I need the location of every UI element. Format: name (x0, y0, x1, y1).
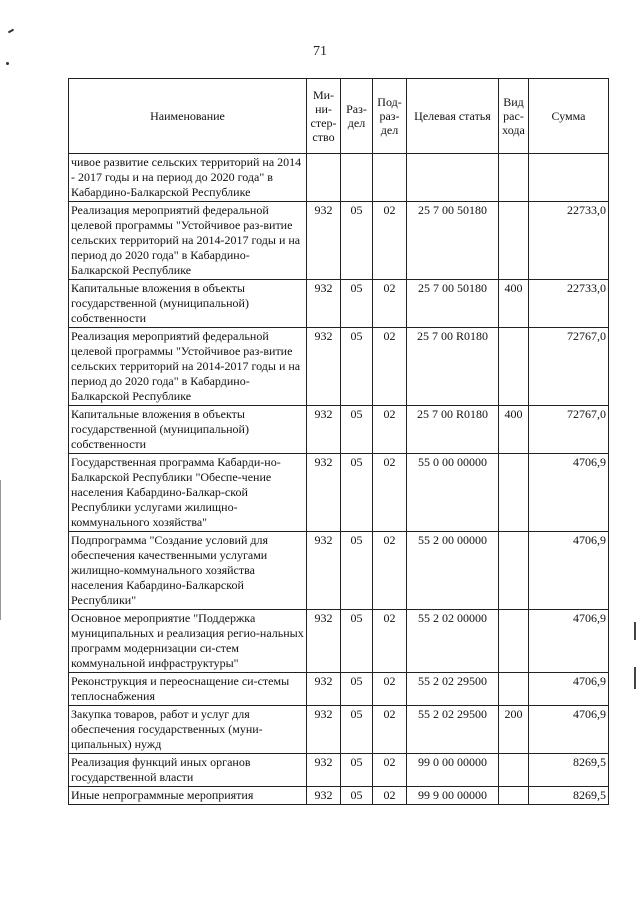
cell-section: 05 (341, 406, 373, 454)
page-number: 71 (313, 44, 327, 59)
cell-target: 25 7 00 R0180 (407, 406, 499, 454)
cell-subsection: 02 (373, 610, 407, 673)
table-row (69, 754, 609, 787)
cell-sum (529, 154, 609, 202)
cell-target: 99 0 00 00000 (407, 754, 499, 787)
cell-ministry (307, 154, 341, 202)
cell-sum: 4706,9 (529, 454, 609, 532)
cell-subsection: 02 (373, 280, 407, 328)
cell-target: 99 9 00 00000 (407, 787, 499, 805)
cell-ministry: 932 (307, 787, 341, 805)
table-row (69, 454, 609, 532)
cell-expense-type (499, 673, 529, 706)
cell-name: Закупка товаров, работ и услуг для обеспечения государственных (муни-ципальных) нужд (69, 706, 307, 754)
cell-subsection: 02 (373, 328, 407, 406)
cell-ministry: 932 (307, 706, 341, 754)
cell-section: 05 (341, 202, 373, 280)
cell-expense-type (499, 154, 529, 202)
cell-target: 55 2 02 29500 (407, 673, 499, 706)
cell-name: Реализация функций иных органов государственной власти (69, 754, 307, 787)
cell-expense-type: 200 (499, 706, 529, 754)
cell-name: чивое развитие сельских территорий на 2014 - 2017 годы и на период до 2020 года" в Кабардино-Балкарской Республике (69, 154, 307, 202)
cell-name: Реконструкция и переоснащение си-стемы теплоснабжения (69, 673, 307, 706)
cell-expense-type (499, 328, 529, 406)
cell-section: 05 (341, 454, 373, 532)
cell-name: Реализация мероприятий федеральной целевой программы "Устойчивое раз-витие сельских территорий на 2014-2017 годы и на период до 2020 года" в Кабардино-Балкарской Республике (69, 202, 307, 280)
cell-sum: 22733,0 (529, 280, 609, 328)
table-body (69, 154, 609, 805)
cell-subsection: 02 (373, 202, 407, 280)
cell-section: 05 (341, 532, 373, 610)
scan-speck (6, 62, 9, 65)
budget-table (68, 78, 609, 805)
scan-speck (8, 29, 14, 34)
table-row (69, 202, 609, 280)
cell-subsection: 02 (373, 754, 407, 787)
cell-expense-type (499, 454, 529, 532)
cell-target: 25 7 00 R0180 (407, 328, 499, 406)
cell-target: 55 2 00 00000 (407, 532, 499, 610)
cell-expense-type (499, 754, 529, 787)
cell-target: 25 7 00 50180 (407, 280, 499, 328)
cell-expense-type (499, 532, 529, 610)
cell-target: 25 7 00 50180 (407, 202, 499, 280)
cell-sum: 72767,0 (529, 328, 609, 406)
table-row (69, 787, 609, 805)
cell-expense-type (499, 202, 529, 280)
cell-sum: 4706,9 (529, 673, 609, 706)
cell-section (341, 154, 373, 202)
cell-section: 05 (341, 328, 373, 406)
cell-section: 05 (341, 280, 373, 328)
header-ministry: Ми-ни-стер-ство (307, 79, 341, 154)
cell-name: Реализация мероприятий федеральной целевой программы "Устойчивое раз-витие сельских территорий на 2014-2017 годы и на период до 2020 года" в Кабардино-Балкарской Республике (69, 328, 307, 406)
cell-subsection: 02 (373, 406, 407, 454)
table-row (69, 154, 609, 202)
cell-ministry: 932 (307, 280, 341, 328)
cell-name: Государственная программа Кабарди-но-Балкарской Республики "Обеспе-чение населения Кабардино-Балкар-ской Республики услугами жилищно-коммунального хозяйства" (69, 454, 307, 532)
table-row (69, 328, 609, 406)
table-row (69, 610, 609, 673)
table-row (69, 406, 609, 454)
cell-sum: 8269,5 (529, 787, 609, 805)
cell-ministry: 932 (307, 610, 341, 673)
cell-target: 55 2 02 29500 (407, 706, 499, 754)
cell-sum: 4706,9 (529, 706, 609, 754)
header-subsection: Под-раз-дел (373, 79, 407, 154)
cell-sum: 72767,0 (529, 406, 609, 454)
cell-ministry: 932 (307, 754, 341, 787)
scan-edge-mark (634, 667, 636, 689)
header-name: Наименование (69, 79, 307, 154)
cell-name: Капитальные вложения в объекты государственной (муниципальной) собственности (69, 406, 307, 454)
cell-name: Подпрограмма "Создание условий для обеспечения качественными услугами жилищно-коммунального хозяйства населения Кабардино-Балкарской Республики" (69, 532, 307, 610)
cell-expense-type: 400 (499, 406, 529, 454)
scan-edge-line (0, 480, 1, 620)
cell-section: 05 (341, 787, 373, 805)
cell-ministry: 932 (307, 532, 341, 610)
cell-target: 55 0 00 00000 (407, 454, 499, 532)
cell-ministry: 932 (307, 328, 341, 406)
table-row (69, 706, 609, 754)
header-sum: Сумма (529, 79, 609, 154)
cell-ministry: 932 (307, 406, 341, 454)
cell-ministry: 932 (307, 673, 341, 706)
cell-subsection: 02 (373, 787, 407, 805)
cell-expense-type (499, 787, 529, 805)
cell-sum: 4706,9 (529, 532, 609, 610)
cell-sum: 4706,9 (529, 610, 609, 673)
header-section: Раз-дел (341, 79, 373, 154)
cell-expense-type: 400 (499, 280, 529, 328)
header-expense-type: Вид рас-хода (499, 79, 529, 154)
cell-section: 05 (341, 706, 373, 754)
cell-ministry: 932 (307, 202, 341, 280)
cell-sum: 8269,5 (529, 754, 609, 787)
cell-sum: 22733,0 (529, 202, 609, 280)
cell-subsection: 02 (373, 532, 407, 610)
cell-subsection (373, 154, 407, 202)
cell-target (407, 154, 499, 202)
table-header-row (69, 79, 609, 154)
header-target: Целевая статья (407, 79, 499, 154)
table-row (69, 673, 609, 706)
cell-ministry: 932 (307, 454, 341, 532)
table-row (69, 532, 609, 610)
cell-expense-type (499, 610, 529, 673)
cell-name: Капитальные вложения в объекты государственной (муниципальной) собственности (69, 280, 307, 328)
cell-subsection: 02 (373, 454, 407, 532)
cell-name: Иные непрограммные мероприятия (69, 787, 307, 805)
cell-target: 55 2 02 00000 (407, 610, 499, 673)
cell-section: 05 (341, 610, 373, 673)
cell-name: Основное мероприятие "Поддержка муниципальных и реализация регио-нальных программ модернизации си-стем коммунальной инфраструктуры" (69, 610, 307, 673)
cell-section: 05 (341, 673, 373, 706)
scan-edge-mark (634, 622, 636, 640)
table-row (69, 280, 609, 328)
cell-subsection: 02 (373, 706, 407, 754)
cell-subsection: 02 (373, 673, 407, 706)
cell-section: 05 (341, 754, 373, 787)
